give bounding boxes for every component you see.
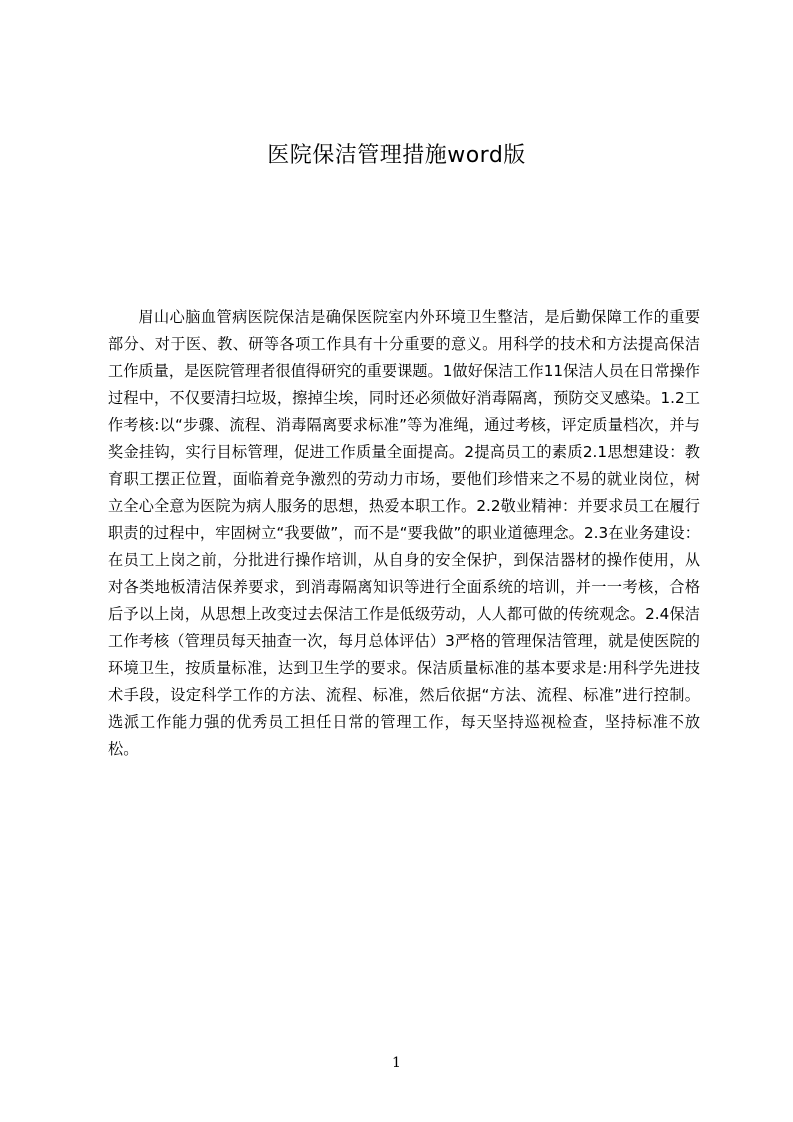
page-number: 1 — [392, 1055, 401, 1071]
document-body-paragraph: 眉山心脑血管病医院保洁是确保医院室内外环境卫生整洁，是后勤保障工作的重要部分、对于医、教、研等各项工作具有十分重要的意义。用科学的技术和方法提高保洁工作质量，是医院管理者很值得研究的重要课题。1做好保洁工作11保洁人员在日常操作过程中，不仅要清扫垃圾，擦掉尘埃，同时还必须做好消毒隔离，预防交叉感染。1.2工作考核:以“步骤、流程、消毒隔离要求标准”等为准绳，通过考核，评定质量档次，并与奖金挂钩，实行目标管理，促进工作质量全面提高。2提高员工的素质2.1思想建设：教育职工摆正位置，面临着竞争激烈的劳动力市场，要他们珍惜来之不易的就业岗位，树立全心全意为医院为病人服务的思想，热爱本职工作。2.2敬业精神：并要求员工在履行职责的过程中，牢固树立“我要做”，而不是“要我做”的职业道德理念。2.3在业务建设：在员工上岗之前，分批进行操作培训，从自身的安全保护，到保洁器材的操作使用，从对各类地板清洁保养要求，到消毒隔离知识等进行全面系统的培训，并一一考核，合格后予以上岗，从思想上改变过去保洁工作是低级劳动，人人都可做的传统观念。2.4保洁工作考核（管理员每天抽查一次，每月总体评估）3严格的管理保洁管理，就是使医院的环境卫生，按质量标准，达到卫生学的要求。保洁质量标准的基本要求是:用科学先进技术手段，设定科学工作的方法、流程、标准，然后依据“方法、流程、标准”进行控制。选派工作能力强的优秀员工担任日常的管理工作，每天坚持巡视检查，坚持标准不放松。 — [108, 308, 700, 759]
document-title: 医院保洁管理措施word版 — [267, 143, 526, 168]
